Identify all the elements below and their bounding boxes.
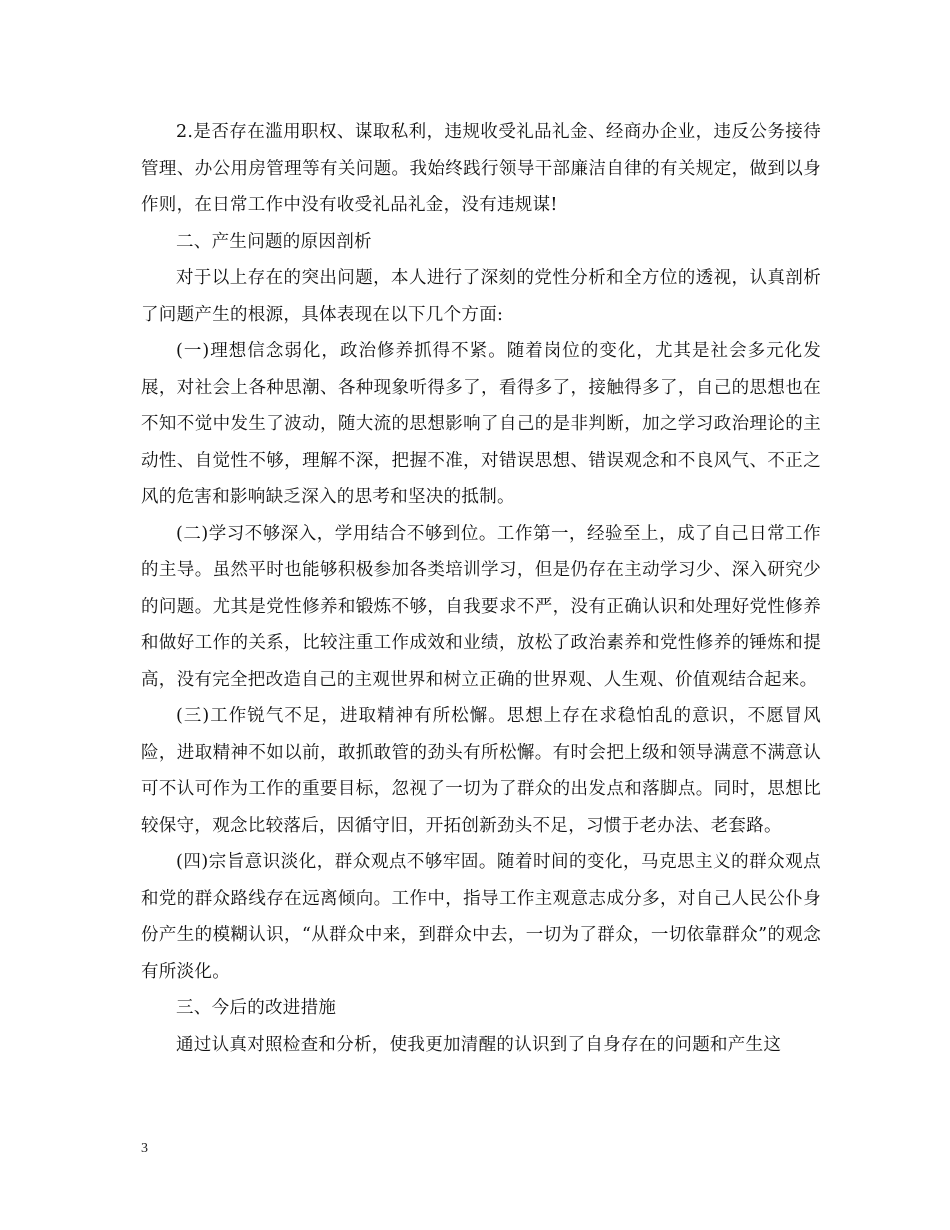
paragraph-causes-intro: 对于以上存在的突出问题，本人进行了深刻的党性分析和全方位的透视，认真剖析了问题产生的根源，具体表现在以下几个方面: (141, 268, 821, 325)
paragraph-cause-two: (二)学习不够深入，学用结合不够到位。工作第一，经验至上，成了自己日常工作的主导。虽然平时也能够积极参加各类培训学习，但是仍存在主动学习少、深入研究少的问题。尤其是党性修养和锻炼不够，自我要求不严，没有正确认识和处理好党性修养和做好工作的关系，比较注重工作成效和业绩，放松了政治素养和党性修养的锤炼和提高，没有完全把改造自己的主观世界和树立正确的世界观、人生观、价值观结合起来。 (141, 523, 821, 690)
paragraph-measures-intro: 通过认真对照检查和分析，使我更加清醒的认识到了自身存在的问题和产生这 (176, 1034, 782, 1055)
paragraph-cause-three: (三)工作锐气不足，进取精神有所松懈。思想上存在求稳怕乱的意识，不愿冒风险，进取精神不如以前，敢抓敢管的劲头有所松懈。有时会把上级和领导满意不满意认可不认可作为工作的重要目标，忽视了一切为了群众的出发点和落脚点。同时，思想比较保守，观念比较落后，因循守旧，开拓创新劲头不足，习惯于老办法、老套路。 (141, 706, 821, 836)
paragraph-item-2: 2.是否存在滥用职权、谋取私利，违规收受礼品礼金、经商办企业，违反公务接待管理、办公用房管理等有关问题。我始终践行领导干部廉洁自律的有关规定，做到以身作则，在日常工作中没有收受礼品礼金，没有违规谋! (141, 122, 821, 215)
section-heading-measures: 三、今后的改进措施 (176, 998, 337, 1018)
paragraph-cause-four: (四)宗旨意识淡化，群众观点不够牢固。随着时间的变化，马克思主义的群众观点和党的群众路线存在远离倾向。工作中，指导工作主观意志成分多，对自己人民公仆身份产生的模糊认识，“从群众中来，到群众中去，一切为了群众，一切依靠群众”的观念有所淡化。 (141, 852, 821, 982)
document-body (141, 114, 821, 1063)
paragraph-cause-one: (一)理想信念弱化，政治修养抓得不紧。随着岗位的变化，尤其是社会多元化发展，对社会上各种思潮、各种现象听得多了，看得多了，接触得多了，自己的思想也在不知不觉中发生了波动，随大流的思想影响了自己的是非判断，加之学习政治理论的主动性、自觉性不够，理解不深，把握不准，对错误思想、错误观念和不良风气、不正之风的危害和影响缺乏深入的思考和坚决的抵制。 (141, 341, 821, 507)
page-number: 3 (141, 1141, 148, 1156)
section-heading-causes: 二、产生问题的原因剖析 (176, 231, 372, 252)
